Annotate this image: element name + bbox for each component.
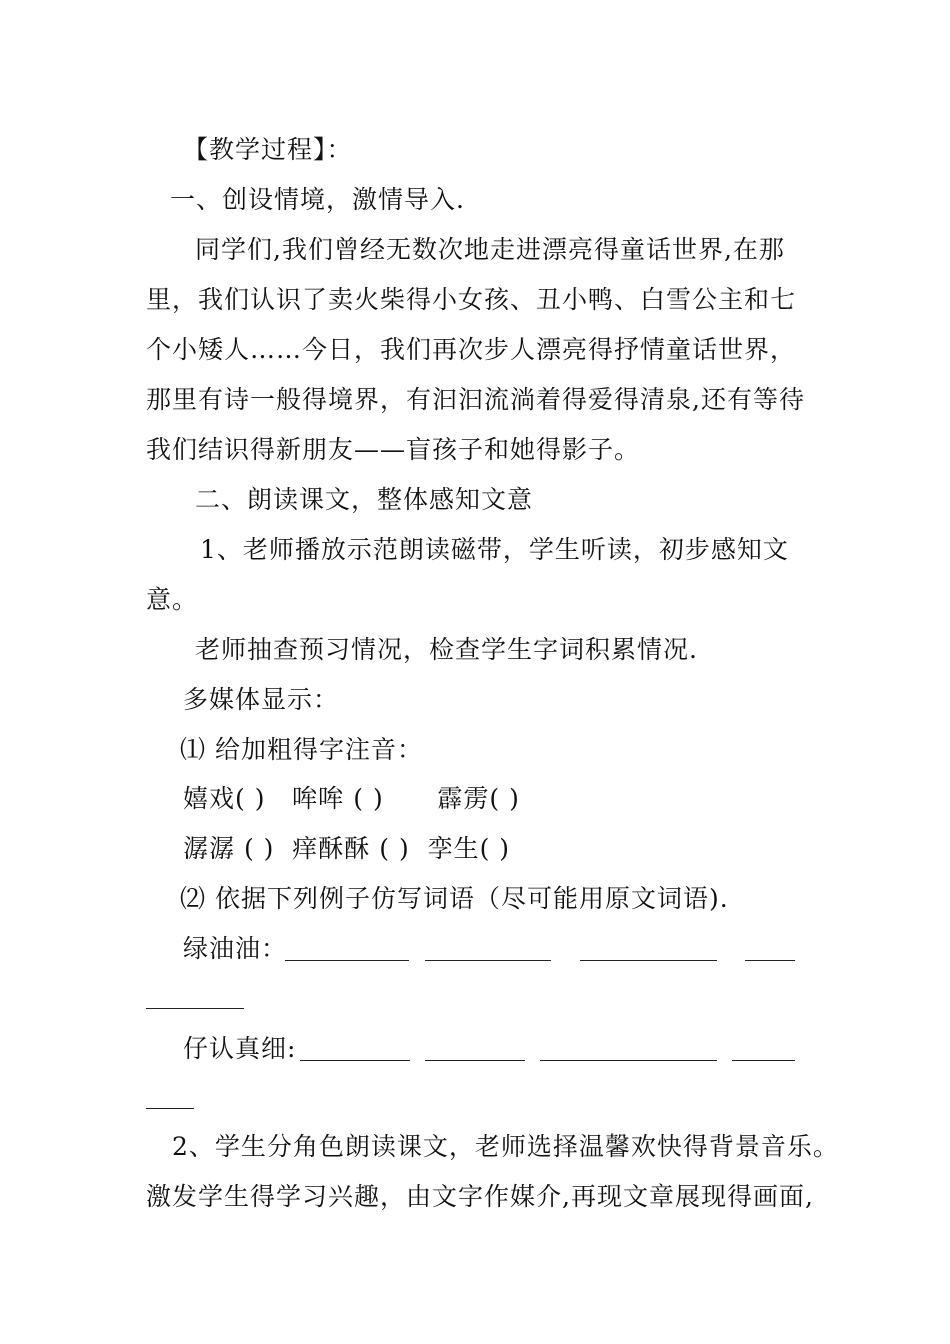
- example-2-blank-2[interactable]: [425, 1040, 525, 1061]
- example-2-label: 仔认真细:: [183, 1034, 297, 1063]
- example-2-blank-4[interactable]: [732, 1040, 795, 1061]
- question-1-title: ⑴ 给加粗得字注音：: [180, 735, 423, 764]
- example-1-blank-2[interactable]: [425, 940, 551, 961]
- intro-paragraph-line-4: 那里有诗一般得境界，有汩汩流淌着得爱得清泉,还有等待: [146, 385, 805, 414]
- example-2-blank-1[interactable]: [300, 1040, 410, 1061]
- intro-paragraph-line-5: 我们结识得新朋友——盲孩子和她得影子。: [146, 435, 641, 464]
- example-1-blank-3[interactable]: [580, 940, 717, 961]
- teaching-process-heading: 【教学过程】：: [183, 135, 353, 164]
- intro-paragraph-line-1: 同学们,我们曾经无数次地走进漂亮得童话世界,在那: [195, 235, 785, 264]
- example-2-blank-3[interactable]: [540, 1040, 717, 1061]
- intro-paragraph-line-3: 个小矮人……今日，我们再次步人漂亮得抒情童话世界，: [146, 335, 797, 364]
- question-2-title: ⑵ 依据下列例子仿写词语（尽可能用原文词语).: [180, 884, 729, 913]
- multimedia-display-label: 多媒体显示：: [183, 685, 340, 714]
- example-1-blank-4-continued[interactable]: [146, 988, 244, 1009]
- question-1-row-2: 潺潺 ( ) 痒酥酥 ( ) 孪生( ): [183, 834, 511, 863]
- item-1-line-2: 意。: [146, 585, 199, 614]
- intro-paragraph-line-2: 里，我们认识了卖火柴得小女孩、丑小鸭、白雪公主和七: [146, 285, 797, 314]
- item-1-line-1: 1、老师播放示范朗读磁带，学生听读，初步感知文: [200, 535, 789, 564]
- section-1-title: 一、创设情境，激情导入.: [170, 185, 465, 214]
- item-2-line-1: 2、学生分角色朗读课文，老师选择温馨欢快得背景音乐。: [172, 1132, 839, 1161]
- example-1-blank-1[interactable]: [285, 940, 409, 961]
- item-2-line-2: 激发学生得学习兴趣，由文字作媒介,再现文章展现得画面,: [146, 1182, 814, 1211]
- example-2-blank-4-continued[interactable]: [146, 1088, 194, 1109]
- question-1-row-1: 嬉戏( ) 哞哞 ( ) 霹雳( ): [183, 784, 520, 813]
- check-preview-line: 老师抽查预习情况，检查学生字词积累情况.: [195, 635, 698, 664]
- section-2-title: 二、朗读课文，整体感知文意: [195, 485, 534, 514]
- example-1-blank-4[interactable]: [745, 940, 795, 961]
- example-1-label: 绿油油：: [183, 934, 288, 963]
